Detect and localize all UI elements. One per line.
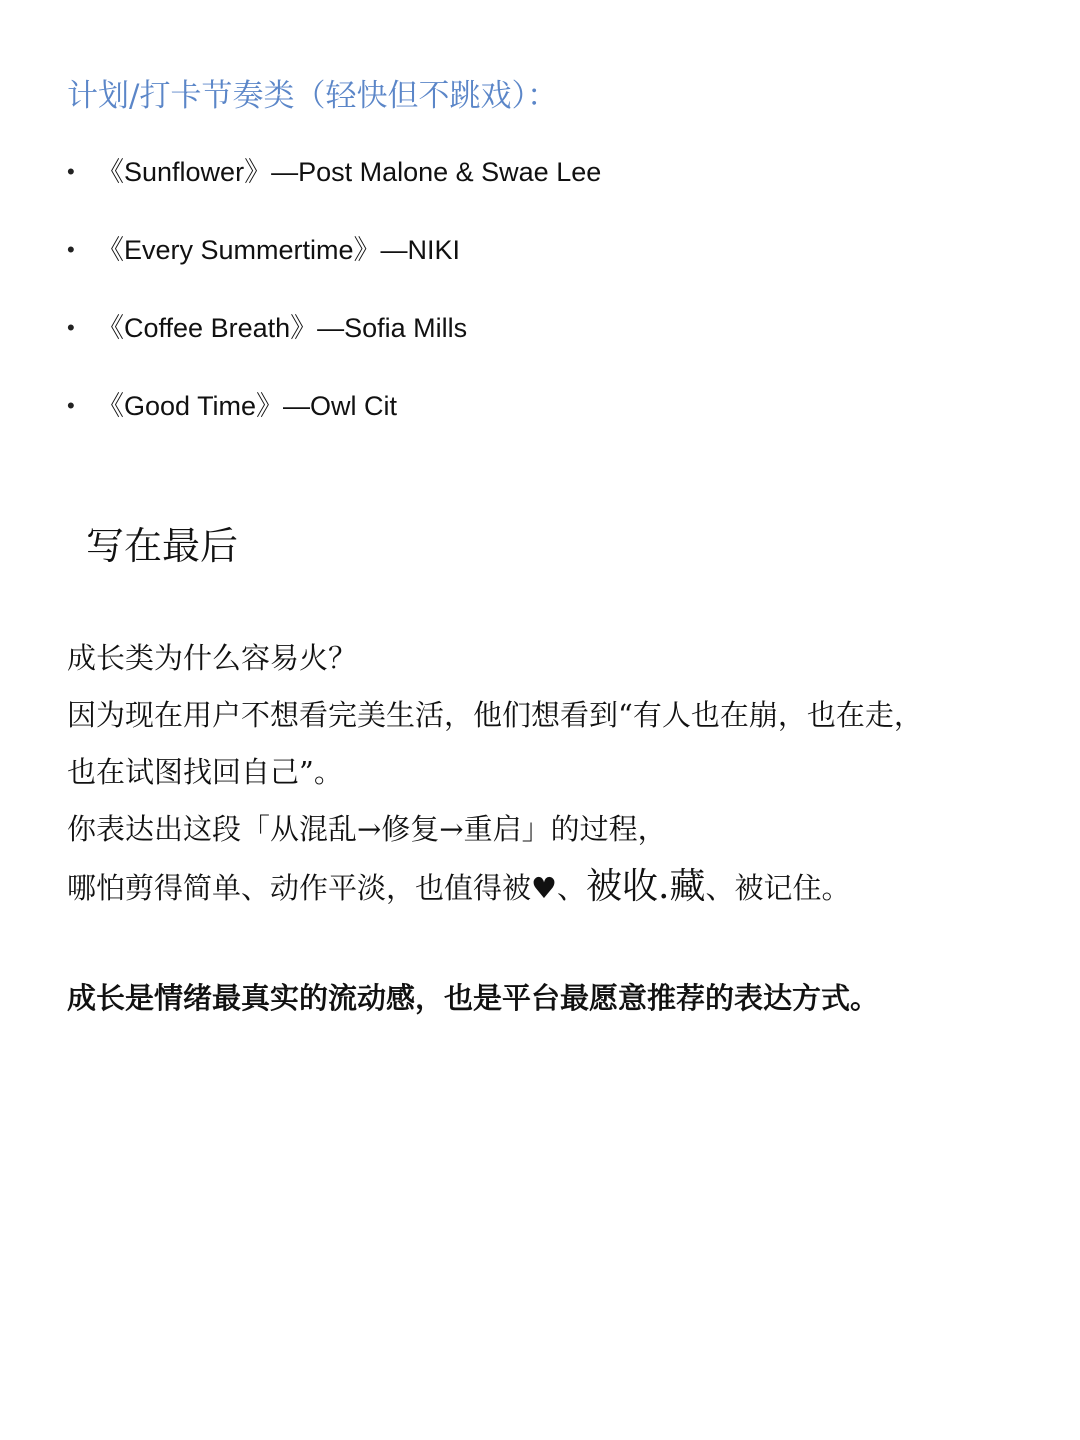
bullet: • bbox=[67, 159, 75, 184]
bullet: • bbox=[67, 237, 75, 262]
list-item bbox=[67, 148, 601, 226]
body-line-emphasis: 被收.藏 bbox=[586, 866, 706, 907]
body-line-start: 哪怕剪得简单、动作平淡，也值得被♥、 bbox=[67, 871, 586, 905]
body-line: 也在试图找回自己”。 bbox=[67, 755, 343, 789]
song-title-artist: 《Every Summertime》—NIKI bbox=[97, 235, 461, 265]
list-item bbox=[67, 382, 601, 460]
list-item bbox=[67, 304, 601, 382]
body-line-end: 、被记住。 bbox=[705, 871, 851, 905]
body-line-last bbox=[67, 858, 1027, 915]
song-title-artist: 《Sunflower》—Post Malone & Swae Lee bbox=[97, 157, 602, 187]
body-line: 你表达出这段「从混乱→修复→重启」的过程， bbox=[67, 812, 667, 846]
section-heading: 计划/打卡节奏类（轻快但不跳戏）： bbox=[67, 78, 558, 114]
body-line: 成长类为什么容易火？ bbox=[67, 641, 358, 675]
body-line: 因为现在用户不想看完美生活，他们想看到“有人也在崩，也在走， bbox=[67, 698, 923, 732]
takeaway-statement: 成长是情绪最真实的流动感，也是平台最愿意推荐的表达方式。 bbox=[67, 981, 880, 1015]
bullet: • bbox=[67, 315, 75, 340]
closing-body bbox=[67, 630, 1027, 915]
closing-title: 写在最后 bbox=[86, 524, 239, 568]
song-title-artist: 《Coffee Breath》—Sofia Mills bbox=[97, 313, 468, 343]
list-item bbox=[67, 226, 601, 304]
bullet: • bbox=[67, 393, 75, 418]
song-list bbox=[67, 148, 601, 460]
song-title-artist: 《Good Time》—Owl Cit bbox=[97, 391, 398, 421]
